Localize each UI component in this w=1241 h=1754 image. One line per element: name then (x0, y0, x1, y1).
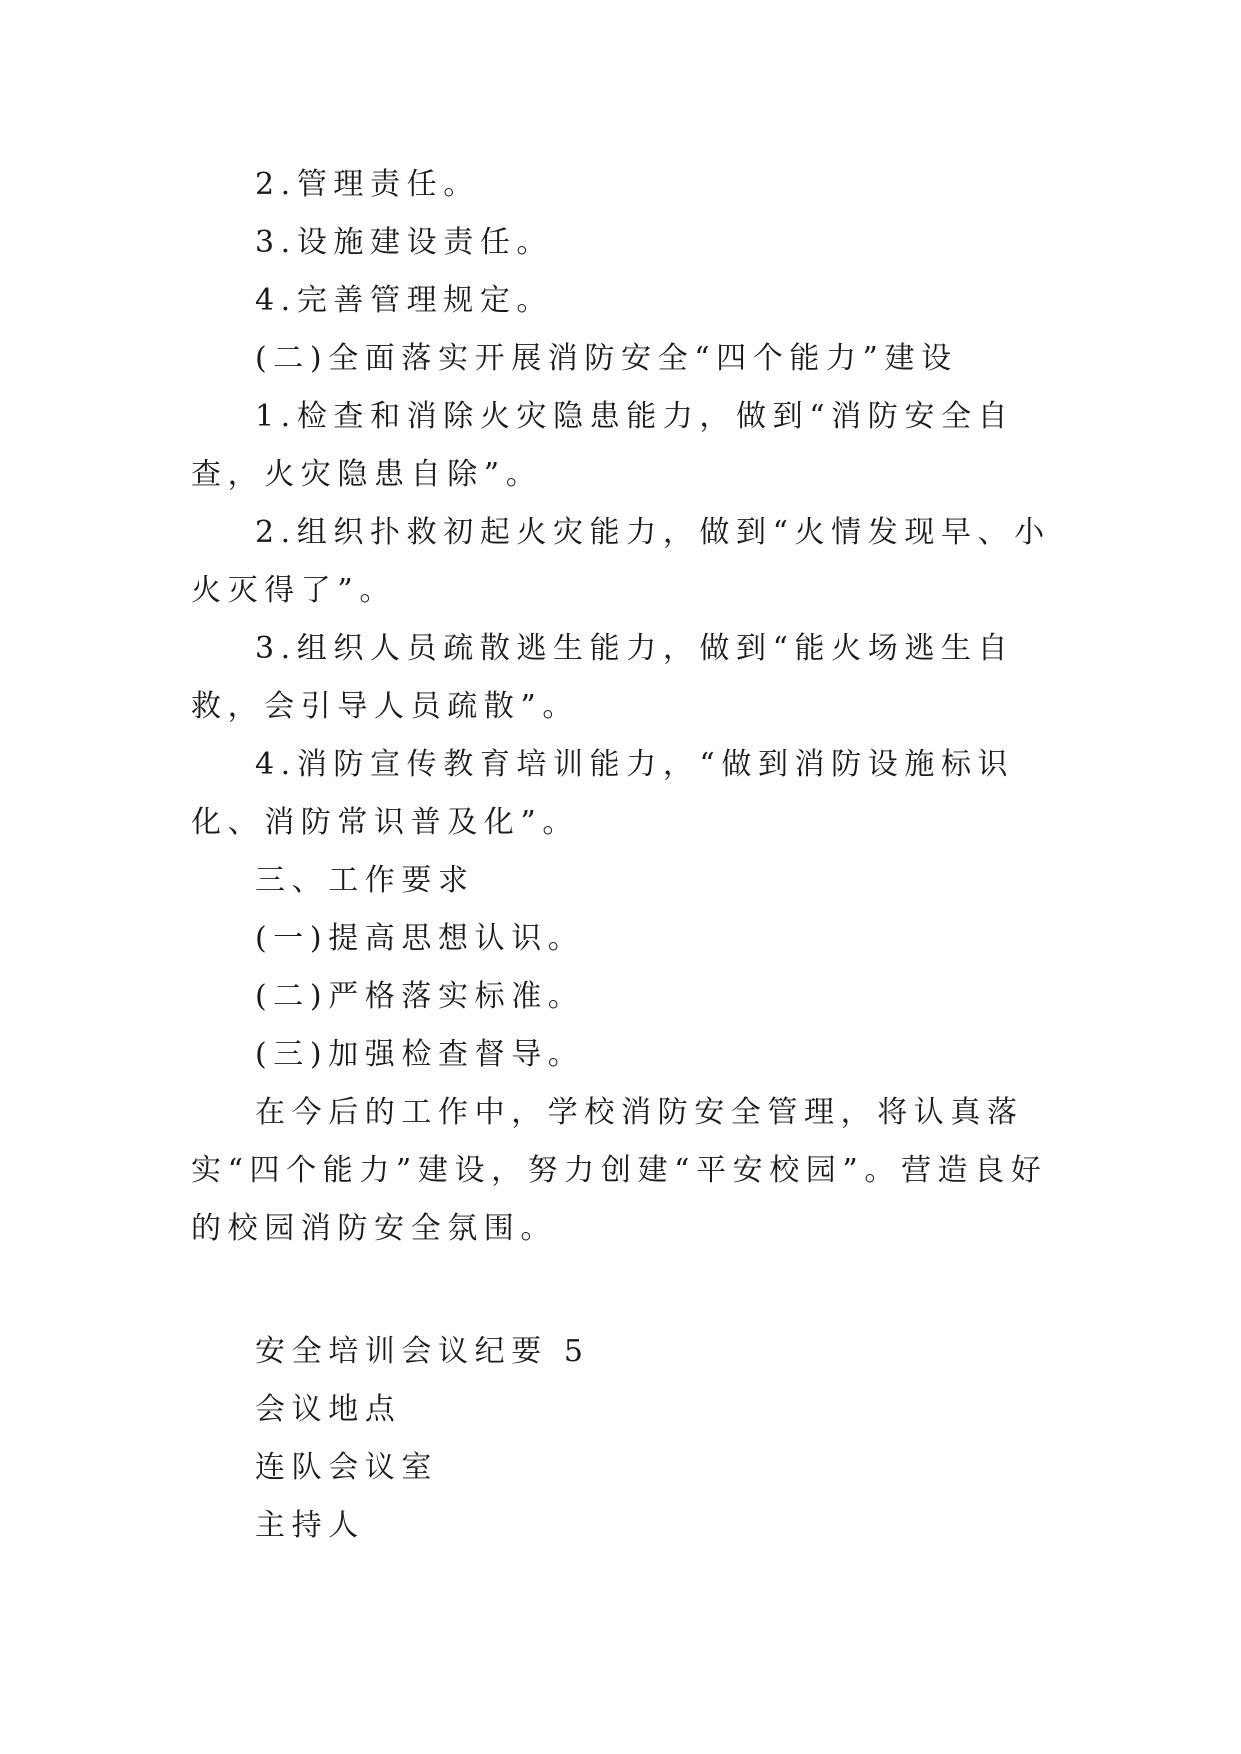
section-heading: 三、工作要求 (255, 863, 475, 898)
paragraph: 3.组织人员疏散逃生能力，做到“能火场逃生自救，会引导人员疏散”。 (191, 631, 1015, 724)
paragraph: (一)提高思想认识。 (255, 921, 585, 956)
document-body-section-one (191, 156, 1051, 1258)
paragraph: (三)加强检查督导。 (255, 1037, 585, 1072)
paragraph: 2.组织扑救初起火灾能力，做到“火情发现早、小火灭得了”。 (191, 515, 1051, 608)
paragraph: (二)严格落实标准。 (255, 979, 585, 1014)
document-title: 安全培训会议纪要 5 (255, 1334, 590, 1369)
paragraph: 3.设施建设责任。 (255, 225, 554, 260)
paragraph: 4.消防宣传教育培训能力，“做到消防设施标识化、消防常识普及化”。 (191, 747, 1015, 840)
field-value: 连队会议室 (255, 1450, 438, 1485)
paragraph: 1.检查和消除火灾隐患能力，做到“消防安全自查，火灾隐患自除”。 (191, 399, 1015, 492)
document-body-section-two (191, 1323, 1051, 1555)
paragraph: 4.完善管理规定。 (255, 283, 554, 318)
paragraph: 2.管理责任。 (255, 167, 480, 202)
field-label: 主持人 (255, 1508, 365, 1543)
field-label: 会议地点 (255, 1392, 402, 1427)
paragraph: 在今后的工作中，学校消防安全管理，将认真落实“四个能力”建设，努力创建“平安校园”。营造良好的校园消防安全氛围。 (191, 1095, 1048, 1246)
subheading: (二)全面落实开展消防安全“四个能力”建设 (255, 341, 958, 376)
